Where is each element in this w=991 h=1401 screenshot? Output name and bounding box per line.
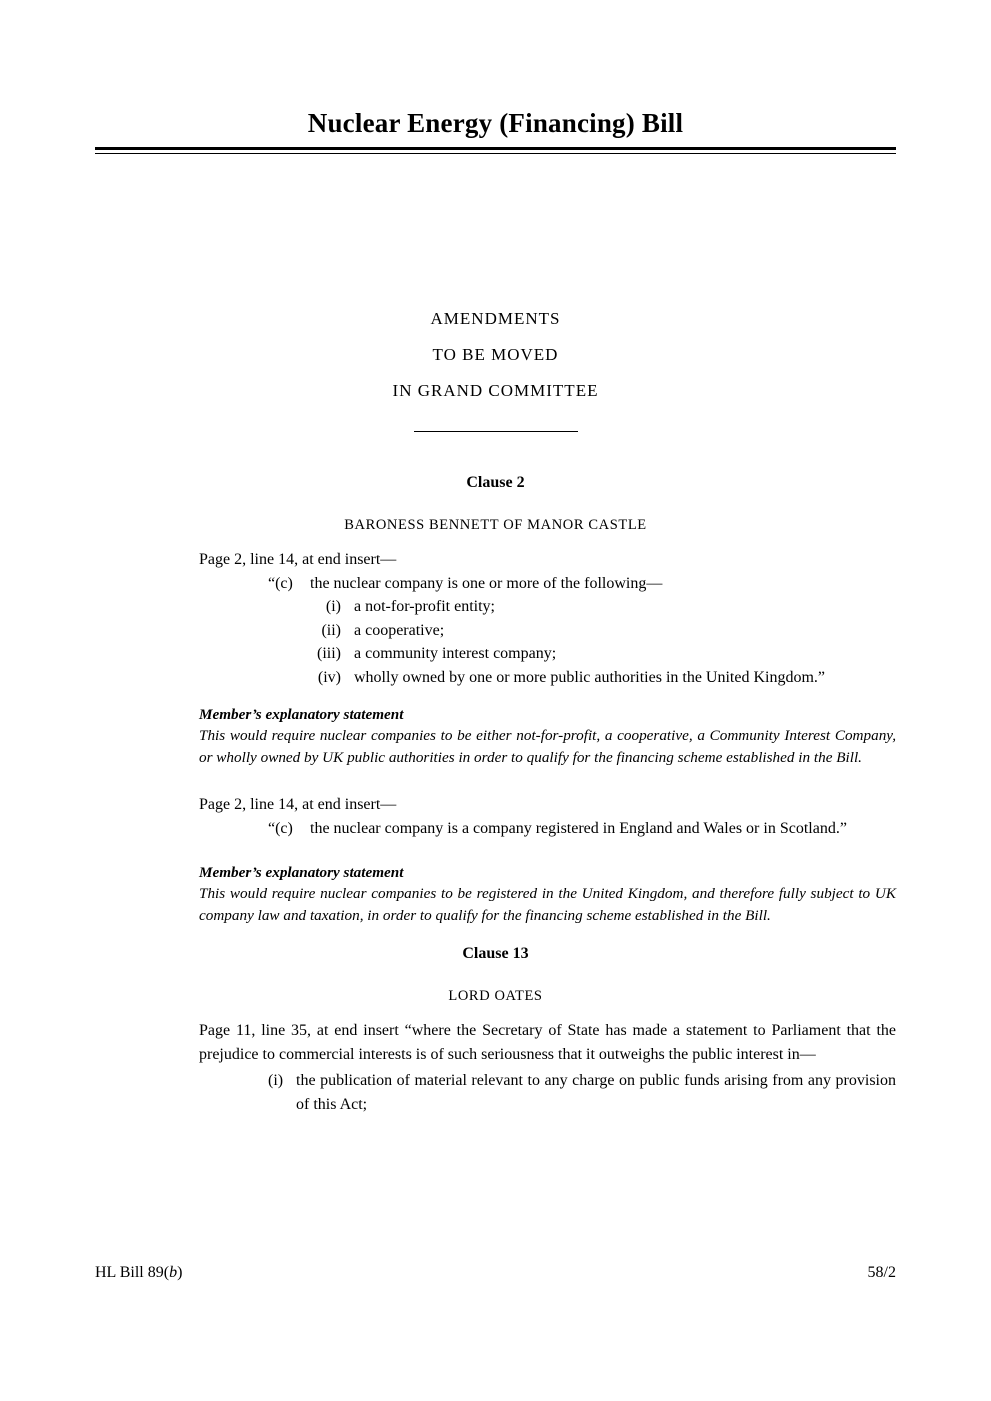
preamble-line-to-be-moved: TO BE MOVED	[432, 345, 559, 364]
subitem-text: wholly owned by one or more public authorities in the United Kingdom.”	[354, 668, 826, 686]
amendment-1-subitem-ii	[299, 619, 896, 643]
clause-2-body	[199, 548, 896, 927]
subitem-label: (i)	[268, 1072, 284, 1089]
page-footer	[95, 1263, 896, 1283]
amendment-3-lead: Page 11, line 35, at end insert “where the Secretary of State has made a statement to Parliament that the prejudice to commercial interests is of such seriousness that it outweighs the public interest in—	[199, 1022, 896, 1063]
amendment-2-item-c	[268, 817, 896, 841]
bill-number-letter: b	[169, 1264, 178, 1281]
amendment-3-subitem-i	[268, 1069, 896, 1116]
subitem-label: (iii)	[317, 645, 341, 662]
clause-2-heading: Clause 2	[466, 474, 525, 491]
amendment-1-item-c-text: the nuclear company is one or more of the following—	[310, 574, 663, 592]
amendment-1-item-c-label: “(c)	[268, 574, 293, 592]
clause-13-body	[199, 1019, 896, 1116]
subitem-text: a community interest company;	[354, 645, 557, 662]
amendment-1-subitem-iv	[299, 666, 896, 690]
session-number: 58/2	[867, 1264, 896, 1281]
amendment-1-subitem-i	[299, 595, 896, 619]
subitem-label: (iv)	[317, 668, 341, 686]
subitem-text: a cooperative;	[354, 621, 445, 639]
clause-13-heading: Clause 13	[462, 945, 529, 962]
title-rule-thick	[95, 147, 896, 150]
amendment-1-explanatory-heading: Member’s explanatory statement	[199, 706, 404, 723]
bill-number	[95, 1263, 182, 1283]
subitem-label: (i)	[325, 598, 341, 615]
preamble-line-committee: IN GRAND COMMITTEE	[392, 381, 599, 400]
preamble	[95, 309, 896, 401]
amendment-2-item-c-label: “(c)	[268, 819, 293, 837]
separator-rule	[414, 431, 578, 432]
subitem-text: a not-for-profit entity;	[354, 598, 495, 615]
amendment-1-item-c	[268, 572, 896, 596]
amendment-2-lead: Page 2, line 14, at end insert—	[199, 796, 397, 813]
bill-title: Nuclear Energy (Financing) Bill	[307, 108, 684, 138]
subitem-label: (ii)	[321, 621, 341, 639]
preamble-line-amendments: AMENDMENTS	[430, 309, 561, 328]
amendment-1-lead: Page 2, line 14, at end insert—	[199, 551, 397, 568]
amendment-2-item-c-text: the nuclear company is a company registered in England and Wales or in Scotland.”	[310, 819, 847, 837]
bill-number-suffix: )	[177, 1264, 183, 1281]
title-rule-thin	[95, 153, 896, 154]
amendment-2-explanatory-heading: Member’s explanatory statement	[199, 864, 404, 881]
clause-13-sponsor: LORD OATES	[448, 988, 543, 1004]
clause-2-sponsor: BARONESS BENNETT OF MANOR CASTLE	[344, 517, 647, 533]
bill-number-prefix: HL Bill 89(	[95, 1264, 170, 1281]
subitem-text: the publication of material relevant to any charge on public funds arising from any provision of this Act;	[296, 1072, 896, 1113]
amendment-1-subitem-iii	[299, 642, 896, 666]
amendment-1-explanatory-text: This would require nuclear companies to be either not-for-profit, a cooperative, a Community Interest Company, or wholly owned by UK public authorities in order to qualify for the financing scheme established in the Bill.	[199, 727, 896, 766]
amendment-2-explanatory-text: This would require nuclear companies to be registered in the United Kingdom, and therefore fully subject to UK company law and taxation, in order to qualify for the financing scheme established in the Bill.	[199, 885, 896, 924]
